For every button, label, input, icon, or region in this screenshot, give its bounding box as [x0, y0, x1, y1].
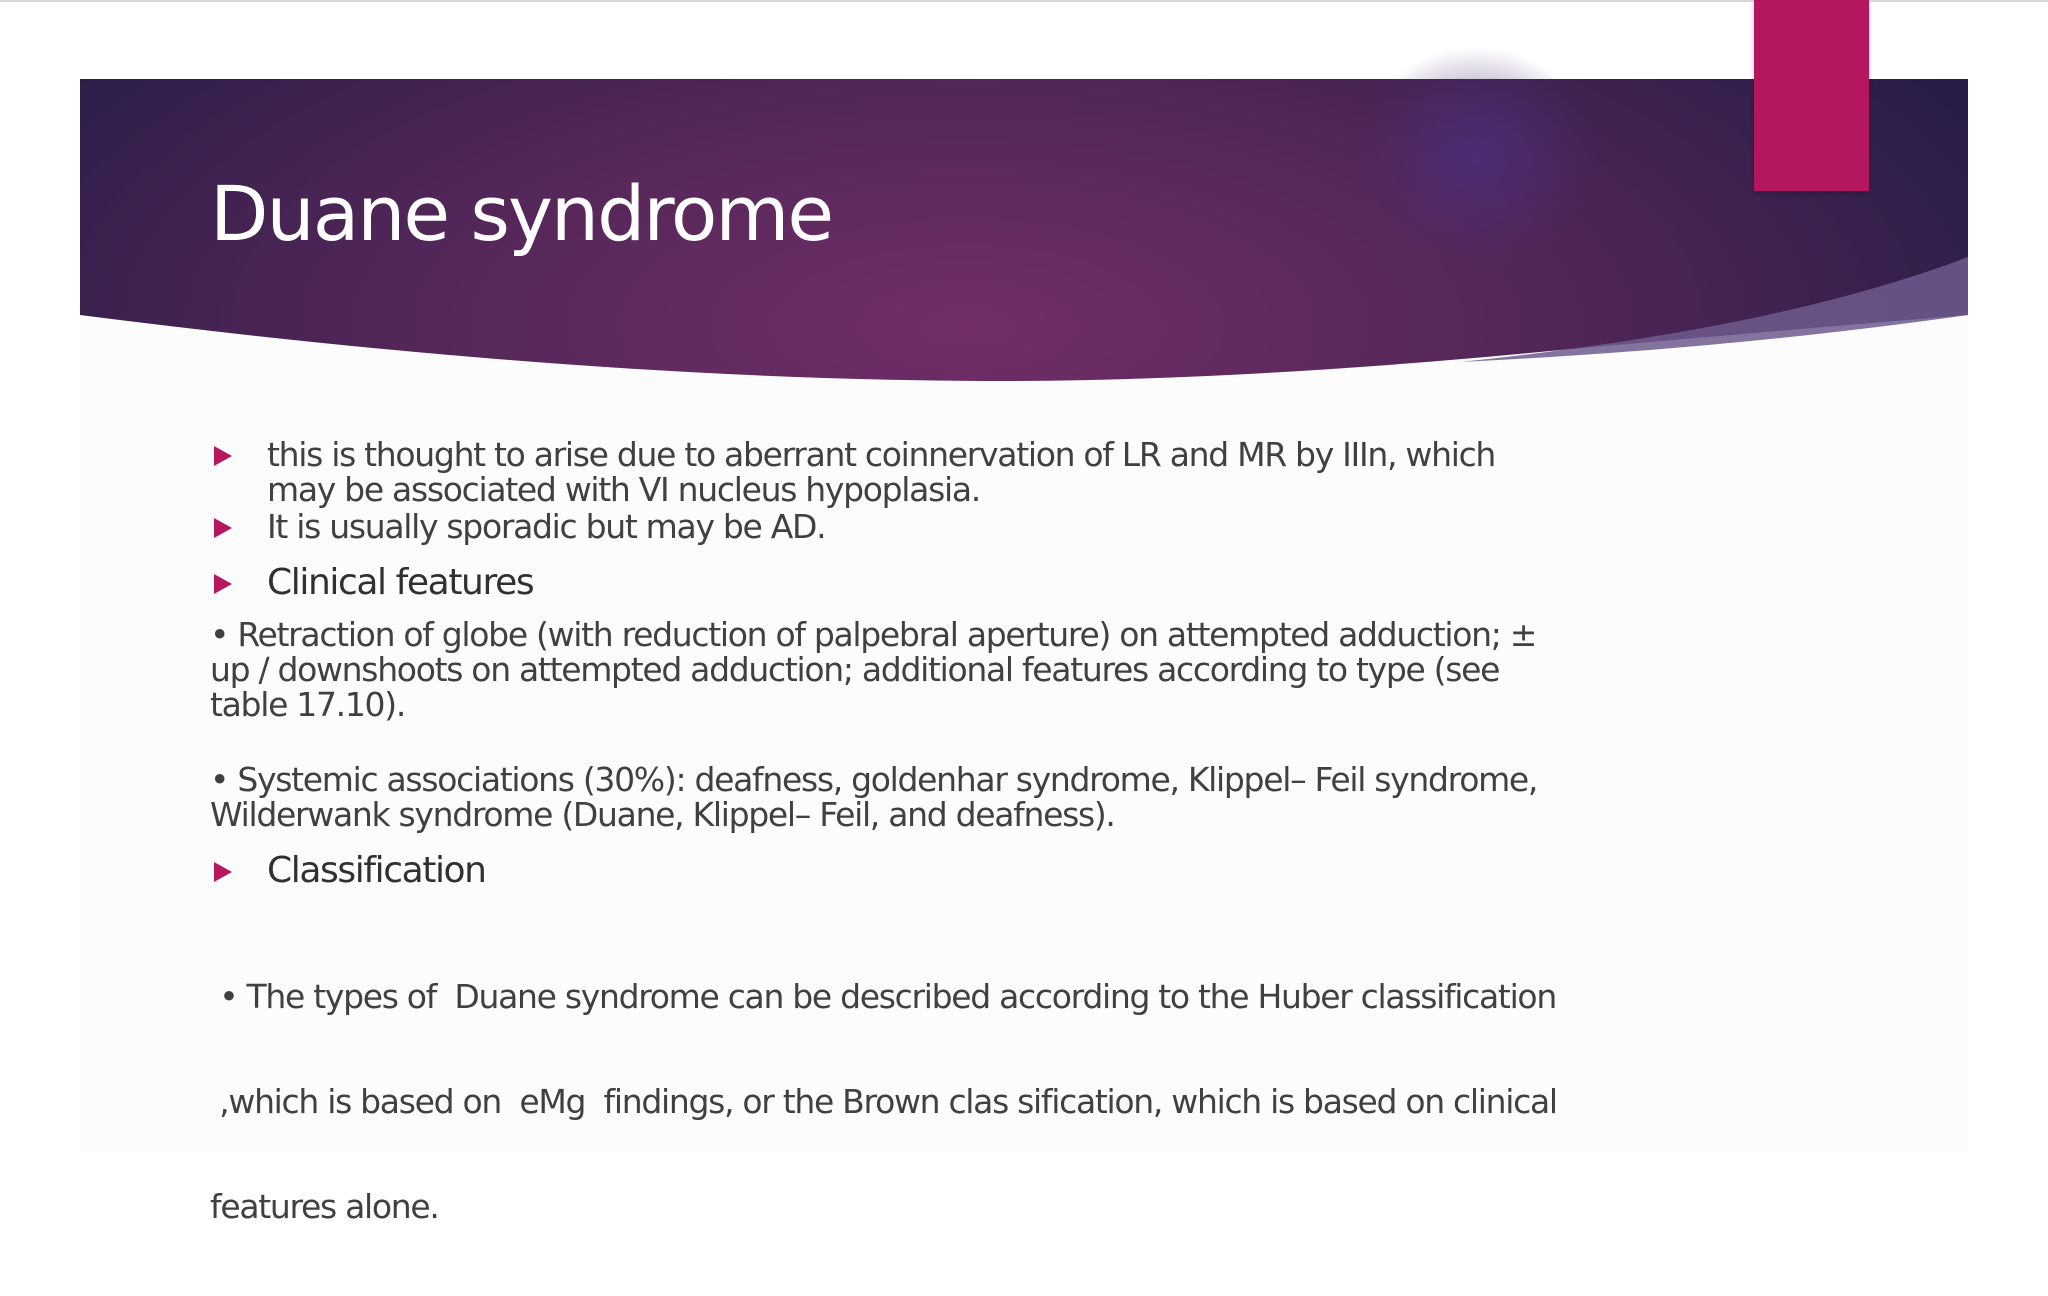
section-heading — [210, 850, 1710, 909]
triangle-right-icon — [214, 518, 232, 538]
sub-item — [210, 762, 1710, 853]
sub-item-line: • Retraction of globe (with reduction of palpebral aperture) on attempted adduction; ± — [210, 615, 1537, 654]
sub-item — [210, 909, 1710, 1226]
sub-item-line: • The types of Duane syndrome can be described according to the Huber classification — [210, 977, 1556, 1016]
triangle-right-icon — [214, 862, 232, 882]
slide-title: Duane syndrome — [210, 169, 833, 258]
list-item — [210, 437, 1710, 509]
sub-item-line: features alone. — [210, 1187, 439, 1226]
list-item-line: It is usually sporadic but may be AD. — [267, 507, 826, 546]
sub-item-line: ,which is based on eMg findings, or the Brown clas sification, which is based on clinical — [210, 1082, 1557, 1121]
window-top-rule — [0, 0, 2048, 2]
slide-content — [210, 435, 1710, 1226]
section-heading — [210, 562, 1710, 617]
sub-item-line: Wilderwank syndrome (Duane, Klippel– Feil, and deafness). — [210, 795, 1115, 834]
sub-item-line: • Systemic associations (30%): deafness, goldenhar syndrome, Klippel– Feil syndrome, — [210, 760, 1538, 799]
triangle-right-icon — [214, 446, 232, 466]
sub-item-line: table 17.10). — [210, 685, 406, 724]
section-heading-text: Classification — [267, 850, 486, 891]
list-item-line: this is thought to arise due to aberrant coinnervation of LR and MR by IIIn, which — [267, 435, 1496, 474]
list-item-line: may be associated with VI nucleus hypoplasia. — [267, 470, 980, 509]
accent-tab — [1754, 0, 1869, 191]
sub-item — [210, 617, 1710, 762]
triangle-right-icon — [214, 574, 232, 594]
section-heading-text: Clinical features — [267, 562, 534, 603]
banner-glow — [1356, 47, 1596, 267]
list-item — [210, 509, 1710, 565]
sub-item-line: up / downshoots on attempted adduction; additional features according to type (see — [210, 650, 1500, 689]
